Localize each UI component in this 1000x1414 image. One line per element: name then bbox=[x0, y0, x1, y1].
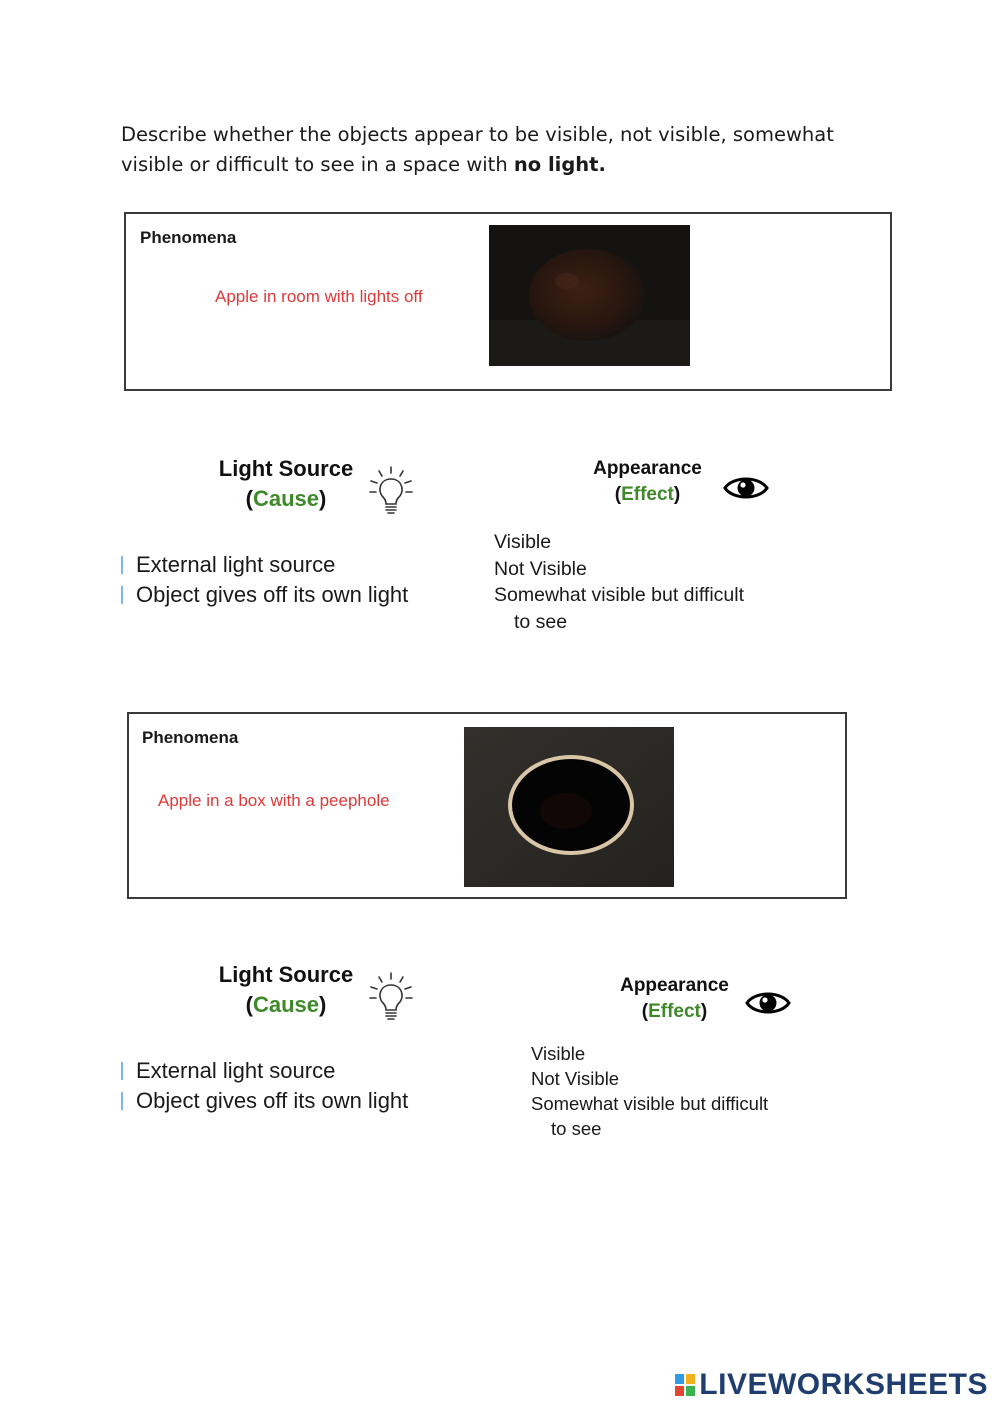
appearance-option-continued: to see bbox=[514, 610, 568, 633]
cause-option-label: Object gives off its own light bbox=[136, 1088, 409, 1113]
cause-options bbox=[121, 550, 408, 610]
light-bulb-icon bbox=[367, 464, 415, 518]
cause-options bbox=[121, 1056, 408, 1116]
light-source-label: Light Source bbox=[218, 456, 354, 481]
cause-label: Cause bbox=[252, 992, 320, 1017]
appearance-option[interactable]: Visible bbox=[531, 1043, 586, 1064]
phenomena-title: Phenomena bbox=[140, 228, 237, 247]
peephole-image bbox=[464, 727, 674, 887]
appearance-option[interactable]: Not Visible bbox=[494, 557, 587, 580]
logo-mark bbox=[675, 1374, 695, 1396]
instructions-text: Describe whether the objects appear to be visible, not visible, somewhat visible or difficult to see in a space with bbox=[121, 123, 834, 176]
instructions-bold: no light. bbox=[513, 153, 606, 176]
cause-option[interactable] bbox=[121, 1086, 408, 1116]
appearance-option[interactable]: Somewhat visible but difficult bbox=[494, 584, 745, 606]
cause-option[interactable] bbox=[121, 580, 408, 610]
appearance-option[interactable]: Somewhat visible but difficult bbox=[531, 1093, 769, 1114]
cause-option[interactable] bbox=[121, 550, 408, 580]
effect-label: Effect bbox=[621, 484, 674, 505]
apple-dark-image bbox=[489, 225, 690, 366]
eye-icon bbox=[723, 473, 769, 503]
appearance-label: Appearance bbox=[620, 975, 729, 996]
appearance-label: Appearance bbox=[593, 458, 702, 479]
apple-dark-room-photo bbox=[489, 225, 690, 366]
phenomena-title: Phenomena bbox=[142, 728, 239, 747]
effect-label: Effect bbox=[648, 1001, 701, 1022]
cause-option-label: Object gives off its own light bbox=[136, 582, 409, 607]
eye-icon bbox=[745, 988, 791, 1018]
liveworksheets-logo bbox=[675, 1368, 988, 1402]
answer-marker bbox=[121, 556, 123, 574]
cause-option-label: External light source bbox=[136, 552, 336, 577]
logo-text: LIVEWORKSHEETS bbox=[699, 1368, 988, 1401]
light-bulb-icon bbox=[367, 970, 415, 1024]
instructions bbox=[121, 120, 841, 180]
phenomena-box bbox=[124, 212, 892, 391]
appearance-options bbox=[531, 1041, 768, 1141]
appearance-option-continued: to see bbox=[551, 1118, 602, 1139]
appearance-options bbox=[494, 529, 744, 635]
appearance-heading: Appearance (Effect) bbox=[575, 456, 720, 508]
cause-option-label: External light source bbox=[136, 1058, 336, 1083]
appearance-option[interactable]: Not Visible bbox=[531, 1068, 620, 1089]
light-source-label: Light Source bbox=[218, 962, 354, 987]
answer-marker bbox=[121, 586, 123, 604]
peephole-box-photo bbox=[464, 727, 674, 887]
phenomena-box bbox=[127, 712, 847, 899]
appearance-heading: Appearance (Effect) bbox=[602, 973, 747, 1025]
phenomena-text: Apple in a box with a peephole bbox=[158, 791, 390, 810]
phenomena-text: Apple in room with lights off bbox=[215, 287, 423, 306]
answer-marker bbox=[121, 1092, 123, 1110]
cause-option[interactable] bbox=[121, 1056, 408, 1086]
cause-label: Cause bbox=[252, 486, 320, 511]
answer-marker bbox=[121, 1062, 123, 1080]
light-source-heading: Light Source (Cause) bbox=[206, 454, 366, 514]
appearance-option[interactable]: Visible bbox=[494, 531, 552, 553]
light-source-heading: Light Source (Cause) bbox=[206, 960, 366, 1020]
